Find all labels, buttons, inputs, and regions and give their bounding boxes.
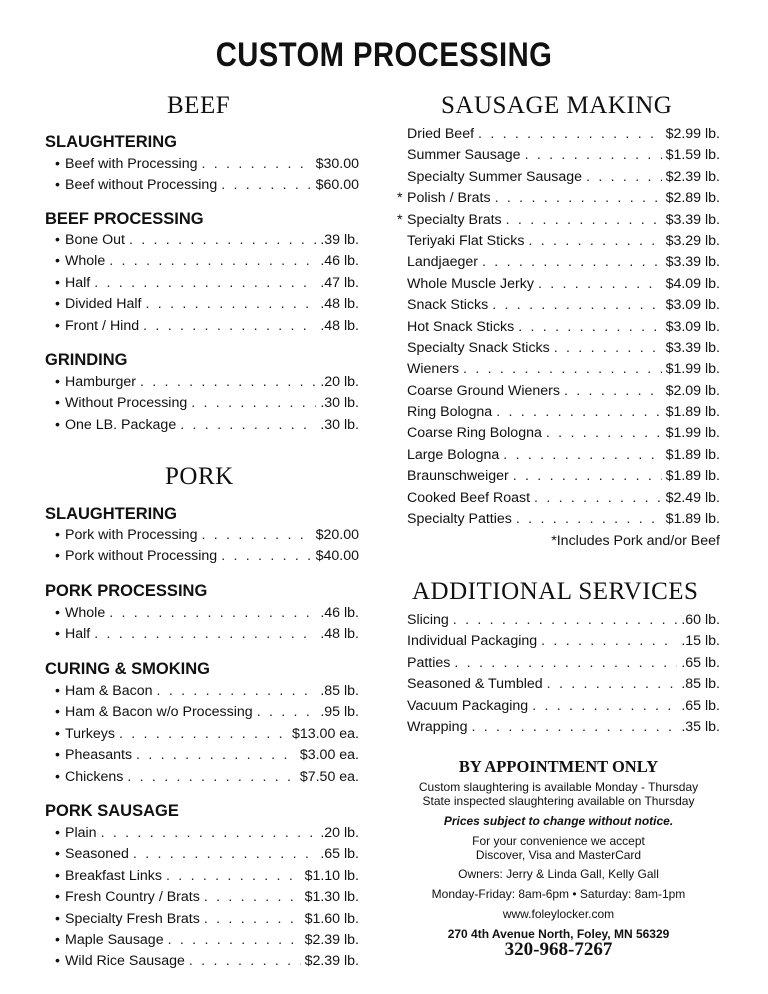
price-list-item (407, 655, 720, 676)
item-label: Half (65, 626, 91, 643)
price-list-item (397, 233, 720, 254)
price-list-item (55, 846, 359, 867)
price-list-item (55, 605, 359, 626)
bullet-icon: • (55, 605, 60, 621)
item-price: .15 lb. (681, 633, 720, 650)
dot-leader (534, 490, 662, 506)
curing-smoking-list (55, 683, 359, 790)
grinding-list (55, 374, 359, 438)
dot-leader (189, 953, 301, 969)
item-price: .95 lb. (320, 704, 359, 721)
bullet-icon: • (55, 931, 60, 948)
price-list-item (55, 275, 359, 296)
item-price: .20 lb. (320, 374, 359, 390)
item-label: Specialty Fresh Brats (65, 910, 200, 927)
price-list-item (397, 361, 720, 382)
price-list-item (55, 889, 359, 910)
item-price: $2.39 lb. (304, 953, 359, 970)
item-price: $30.00 (315, 156, 359, 172)
dot-leader (146, 296, 317, 312)
price-list-item (397, 511, 720, 532)
item-label: Summer Sausage (407, 147, 521, 164)
item-price: $2.39 lb. (304, 931, 359, 948)
bullet-icon: • (55, 274, 60, 291)
item-label: Specialty Brats (407, 211, 502, 228)
item-label: Snack Sticks (407, 297, 489, 314)
price-list-item (55, 156, 359, 177)
item-price: $2.49 lb. (665, 489, 720, 506)
bullet-icon: • (55, 889, 60, 906)
price-list-item (407, 719, 720, 740)
item-label: Fresh Country / Brats (65, 889, 200, 906)
dot-leader (554, 340, 662, 356)
item-label: Beef with Processing (65, 156, 198, 172)
item-price: .48 lb. (320, 626, 359, 643)
dot-leader (257, 704, 317, 720)
pork-heading: PORK (165, 463, 234, 490)
beef-processing-list (55, 232, 359, 339)
price-list-item (55, 747, 359, 768)
item-price: $3.29 lb. (665, 232, 720, 249)
dot-leader (495, 190, 662, 206)
item-label: Wieners (407, 361, 460, 378)
pork-slaughtering-heading: SLAUGHTERING (45, 505, 177, 523)
includes-note: *Includes Pork and/or Beef (551, 533, 720, 549)
dot-leader (201, 156, 311, 172)
price-list-item (55, 626, 359, 647)
item-label: Hamburger (65, 374, 136, 390)
item-label: Patties (407, 654, 451, 671)
item-price: $13.00 ea. (291, 725, 359, 742)
dot-leader (221, 548, 311, 564)
item-label: Specialty Patties (407, 511, 512, 528)
item-label: Breakfast Links (65, 867, 162, 884)
item-label: Landjaeger (407, 254, 478, 271)
bullet-icon: • (55, 867, 60, 884)
curing-smoking-heading: CURING & SMOKING (45, 660, 210, 678)
price-list-item (55, 232, 359, 253)
additional-services-heading: ADDITIONAL SERVICES (412, 578, 699, 605)
item-label: Seasoned & Tumbled (407, 676, 543, 693)
sausage-making-heading: SAUSAGE MAKING (441, 92, 673, 119)
dot-leader (221, 177, 311, 193)
item-price: .20 lb. (320, 825, 359, 841)
item-price: .48 lb. (320, 317, 359, 334)
item-label: Vacuum Packaging (407, 697, 529, 714)
item-label: Turkeys (65, 725, 115, 742)
item-label: Braunschweiger (407, 468, 509, 485)
item-label: Coarse Ground Wieners (407, 382, 560, 399)
price-list-item (397, 383, 720, 404)
item-price: .30 lb. (320, 416, 359, 433)
bullet-icon: • (55, 395, 60, 412)
item-price: $1.89 lb. (665, 446, 720, 463)
dot-leader (547, 676, 678, 692)
price-list-item (55, 417, 359, 438)
dot-leader (518, 319, 661, 335)
item-price: $1.89 lb. (665, 404, 720, 421)
item-label: Specialty Snack Sticks (407, 339, 550, 356)
dot-leader (496, 404, 661, 420)
dot-leader (586, 169, 661, 185)
bullet-icon: • (55, 910, 60, 927)
item-price: .46 lb. (320, 253, 359, 270)
item-price: $1.60 lb. (304, 910, 359, 927)
item-price: $1.99 lb. (665, 425, 720, 442)
item-price: $3.39 lb. (665, 339, 720, 356)
sausage-making-list (397, 126, 720, 532)
item-label: Plain (65, 825, 97, 841)
price-list-item (407, 698, 720, 719)
item-label: Beef without Processing (65, 177, 218, 194)
dot-leader (482, 254, 662, 270)
price-list-item (397, 190, 720, 211)
item-label: Wild Rice Sausage (65, 953, 185, 970)
beef-slaughtering-heading: SLAUGHTERING (45, 133, 177, 151)
inspected-days: State inspected slaughtering available on Thursday (422, 794, 695, 808)
item-price: $1.89 lb. (665, 468, 720, 485)
beef-processing-heading: BEEF PROCESSING (45, 210, 204, 228)
price-list-item (397, 212, 720, 233)
item-label: Coarse Ring Bologna (407, 425, 542, 442)
price-list-item (407, 676, 720, 697)
dot-leader (136, 747, 296, 763)
item-label: Divided Half (65, 296, 142, 313)
item-price: $3.39 lb. (665, 254, 720, 271)
dot-leader (492, 297, 661, 313)
bullet-icon: • (55, 548, 60, 565)
price-list-item (397, 340, 720, 361)
price-list-item (397, 276, 720, 297)
item-label: Seasoned (65, 846, 129, 863)
item-marker: * (397, 211, 403, 228)
item-label: Pork with Processing (65, 527, 198, 543)
slaughter-days: Custom slaughtering is available Monday - Thursday (418, 780, 699, 794)
website-link[interactable]: www.foleylocker.com (502, 907, 615, 921)
price-list-item (397, 147, 720, 168)
price-list-item (55, 704, 359, 725)
price-list-item (55, 318, 359, 339)
dot-leader (101, 825, 317, 841)
dot-leader (516, 511, 662, 527)
item-price: .65 lb. (320, 846, 359, 863)
dot-leader (541, 633, 677, 649)
item-price: $3.09 lb. (665, 318, 720, 335)
dot-leader (453, 612, 678, 628)
item-price: .46 lb. (320, 605, 359, 621)
price-list-item (407, 612, 720, 633)
item-label: Whole (65, 605, 106, 621)
item-label: Cooked Beef Roast (407, 489, 531, 506)
additional-services-list (407, 612, 720, 740)
dot-leader (525, 147, 662, 163)
price-list-item (397, 297, 720, 318)
bullet-icon: • (55, 374, 60, 390)
item-price: .35 lb. (681, 718, 720, 735)
appointment-info (397, 757, 720, 961)
dot-leader (506, 212, 662, 228)
price-list-item (55, 769, 359, 790)
item-label: Polish / Brats (407, 190, 491, 207)
dot-leader (454, 655, 677, 671)
item-price: $1.89 lb. (665, 511, 720, 528)
price-list-item (55, 374, 359, 395)
dot-leader (157, 683, 317, 699)
item-price: $20.00 (315, 527, 359, 543)
price-list-item (397, 254, 720, 275)
item-price: $2.99 lb. (665, 126, 720, 142)
dot-leader (168, 932, 301, 948)
price-list-item (55, 726, 359, 747)
bullet-icon: • (55, 683, 60, 699)
cards-accepted-2: Discover, Visa and MasterCard (475, 848, 642, 862)
price-list-item (55, 395, 359, 416)
item-label: Whole Muscle Jerky (407, 275, 534, 292)
price-list-item (55, 253, 359, 274)
item-label: Specialty Summer Sausage (407, 168, 583, 185)
item-price: $2.39 lb. (665, 168, 720, 185)
cards-accepted-1: For your convenience we accept (472, 834, 645, 848)
bullet-icon: • (55, 296, 60, 313)
price-list-item (397, 126, 720, 147)
dot-leader (471, 719, 677, 735)
item-label: Maple Sausage (65, 931, 164, 948)
address: 270 4th Avenue North, Foley, MN 56329 (447, 927, 670, 941)
dot-leader (201, 527, 311, 543)
price-list-item (397, 447, 720, 468)
dot-leader (119, 726, 288, 742)
item-price: .39 lb. (320, 232, 359, 248)
beef-slaughtering-list (55, 156, 359, 199)
price-list-item (55, 932, 359, 953)
item-label: Ham & Bacon w/o Processing (65, 704, 253, 721)
dot-leader (528, 233, 661, 249)
dot-leader (140, 374, 316, 390)
item-price: $3.00 ea. (299, 747, 359, 764)
bullet-icon: • (55, 747, 60, 764)
item-label: Ham & Bacon (65, 683, 153, 699)
item-price: $40.00 (315, 548, 359, 565)
dot-leader (129, 232, 316, 248)
bullet-icon: • (55, 825, 60, 841)
item-label: Individual Packaging (407, 633, 538, 650)
item-label: One LB. Package (65, 416, 177, 433)
dot-leader (532, 698, 677, 714)
price-list-item (397, 404, 720, 425)
item-label: Without Processing (65, 395, 188, 412)
item-label: Slicing (407, 612, 449, 628)
item-price: .60 lb. (681, 612, 720, 628)
dot-leader (503, 447, 661, 463)
price-list-item (397, 319, 720, 340)
grinding-heading: GRINDING (45, 351, 128, 369)
item-price: .30 lb. (320, 395, 359, 412)
price-list-item (55, 177, 359, 198)
phone-number[interactable]: 320-968-7267 (504, 939, 613, 960)
pork-processing-list (55, 605, 359, 648)
price-list-item (55, 911, 359, 932)
page-title: CUSTOM PROCESSING (215, 36, 553, 74)
dot-leader (143, 318, 316, 334)
item-marker: * (397, 190, 403, 207)
item-price: .65 lb. (681, 697, 720, 714)
pork-sausage-heading: PORK SAUSAGE (45, 802, 179, 820)
bullet-icon: • (55, 156, 60, 172)
pork-sausage-list (55, 825, 359, 975)
bullet-icon: • (55, 846, 60, 863)
dot-leader (538, 276, 662, 292)
price-list-item (55, 548, 359, 569)
dot-leader (94, 626, 316, 642)
dot-leader (463, 361, 662, 377)
item-label: Half (65, 274, 91, 291)
bullet-icon: • (55, 527, 60, 543)
item-label: Large Bologna (407, 446, 500, 463)
pork-slaughtering-list (55, 527, 359, 570)
item-price: .85 lb. (681, 676, 720, 693)
bullet-icon: • (55, 416, 60, 433)
beef-heading: BEEF (167, 92, 231, 119)
price-list-item (397, 169, 720, 190)
item-price: $60.00 (315, 177, 359, 194)
price-list-item (397, 425, 720, 446)
item-price: .47 lb. (320, 274, 359, 291)
bullet-icon: • (55, 704, 60, 721)
dot-leader (478, 126, 662, 142)
item-price: $1.59 lb. (665, 147, 720, 164)
pork-processing-heading: PORK PROCESSING (45, 582, 208, 600)
item-price: $1.10 lb. (304, 867, 359, 884)
bullet-icon: • (55, 626, 60, 643)
price-list-item (55, 296, 359, 317)
price-list-item (55, 683, 359, 704)
item-price: $4.09 lb. (665, 275, 720, 292)
price-list-item (55, 825, 359, 846)
dot-leader (166, 868, 301, 884)
dot-leader (94, 275, 316, 291)
item-price: $2.09 lb. (665, 382, 720, 399)
bullet-icon: • (55, 177, 60, 194)
item-price: .65 lb. (681, 654, 720, 671)
price-list-item (397, 490, 720, 511)
item-price: $3.09 lb. (665, 297, 720, 314)
item-label: Teriyaki Flat Sticks (407, 232, 525, 249)
price-list-item (407, 633, 720, 654)
dot-leader (204, 911, 301, 927)
bullet-icon: • (55, 725, 60, 742)
item-label: Bone Out (65, 232, 125, 248)
item-price: $2.89 lb. (665, 190, 720, 207)
dot-leader (564, 383, 662, 399)
item-label: Dried Beef (407, 126, 475, 142)
item-price: .48 lb. (320, 296, 359, 313)
item-price: .85 lb. (320, 683, 359, 699)
dot-leader (546, 425, 662, 441)
dot-leader (127, 769, 295, 785)
item-price: $3.39 lb. (665, 211, 720, 228)
appointment-heading: BY APPOINTMENT ONLY (458, 757, 659, 776)
dot-leader (204, 889, 301, 905)
price-notice: Prices subject to change without notice. (443, 814, 674, 828)
bullet-icon: • (55, 768, 60, 785)
dot-leader (109, 253, 316, 269)
owners: Owners: Jerry & Linda Gall, Kelly Gall (458, 867, 659, 881)
item-price: $1.30 lb. (304, 889, 359, 906)
item-label: Pork without Processing (65, 548, 218, 565)
price-list-item (397, 468, 720, 489)
item-label: Front / Hind (65, 317, 140, 334)
bullet-icon: • (55, 232, 60, 248)
item-label: Pheasants (65, 747, 133, 764)
dot-leader (191, 395, 316, 411)
business-hours: Monday-Friday: 8am-6pm • Saturday: 8am-1pm (431, 887, 686, 901)
dot-leader (109, 605, 316, 621)
bullet-icon: • (55, 953, 60, 970)
item-label: Ring Bologna (407, 404, 493, 421)
dot-leader (513, 468, 662, 484)
price-list-item (55, 527, 359, 548)
item-label: Whole (65, 253, 106, 270)
dot-leader (133, 846, 316, 862)
bullet-icon: • (55, 317, 60, 334)
item-label: Chickens (65, 768, 124, 785)
dot-leader (180, 417, 316, 433)
bullet-icon: • (55, 253, 60, 270)
item-price: $1.99 lb. (665, 361, 720, 378)
item-label: Hot Snack Sticks (407, 318, 515, 335)
price-list-item (55, 868, 359, 889)
item-label: Wrapping (407, 718, 468, 735)
price-list-item (55, 953, 359, 974)
item-price: $7.50 ea. (299, 768, 359, 785)
